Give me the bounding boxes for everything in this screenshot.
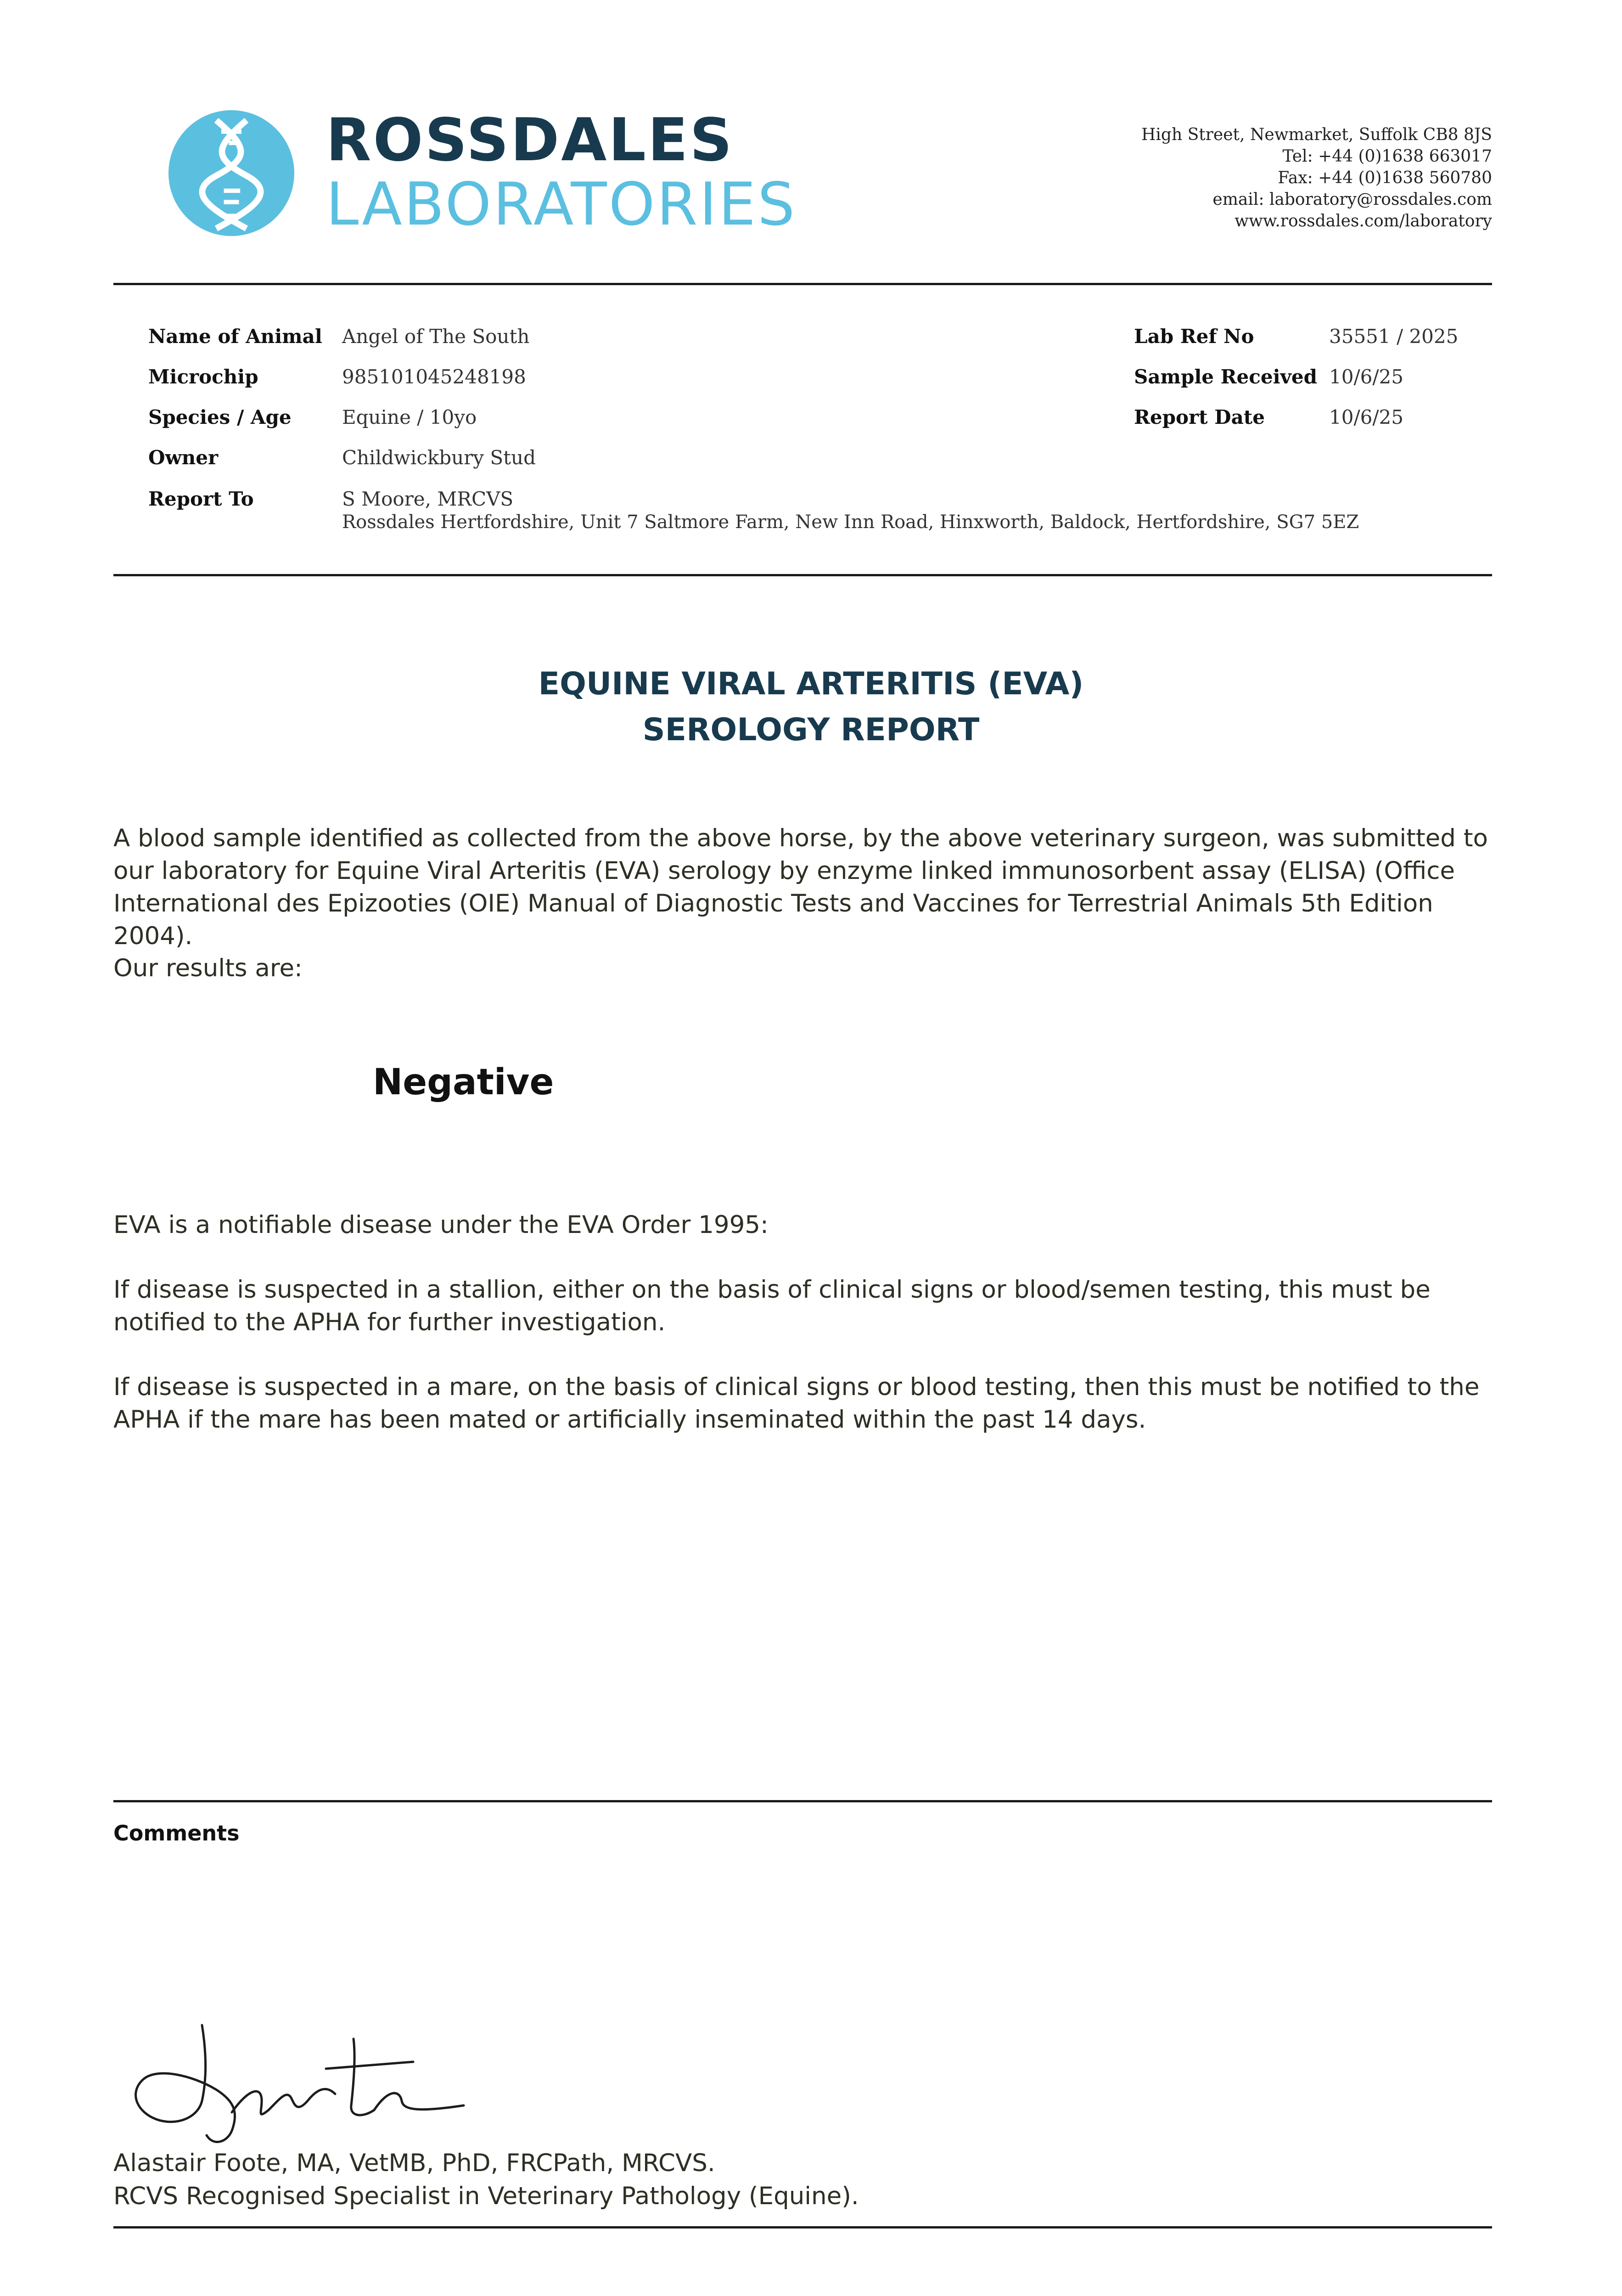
name-of-animal-value: Angel of The South [342,325,530,348]
contact-website: www.rossdales.com/laboratory [1235,212,1492,231]
report-date-value: 10/6/25 [1329,406,1403,428]
info-divider [113,574,1492,576]
comments-label: Comments [113,1821,240,1846]
report-title [0,661,1622,753]
comments-divider [113,1800,1492,1802]
header-divider [113,283,1492,285]
contact-fax: Fax: +44 (0)1638 560780 [1278,169,1492,187]
lab-contact-block [1141,124,1492,232]
brand-subtitle: LABORATORIES [326,170,797,239]
name-of-animal-label: Name of Animal [148,325,322,348]
species-age-label: Species / Age [148,406,292,428]
footer-divider [113,2226,1492,2228]
dna-helix-icon [168,110,294,236]
contact-tel: Tel: +44 (0)1638 663017 [1282,147,1492,166]
notifiable-statement: EVA is a notifiable disease under the EVA Order 1995: [113,1211,769,1239]
report-to-address: Rossdales Hertfordshire, Unit 7 Saltmore Farm, New Inn Road, Hinxworth, Baldock, Hertfordshire, SG7 5EZ [342,512,1359,533]
microchip-value: 985101045248198 [342,366,526,388]
microchip-label: Microchip [148,366,258,388]
mare-guidance: If disease is suspected in a mare, on the basis of clinical signs or blood testing, then this must be notified to the APHA if the mare has been mated or artificially inseminated within the past 14 days. [113,1373,1480,1434]
lab-ref-value: 35551 / 2025 [1329,325,1459,348]
lab-ref-label: Lab Ref No [1134,325,1254,348]
report-to-name: S Moore, MRCVS [342,488,514,510]
signatory-name: Alastair Foote, MA, VetMB, PhD, FRCPath, MRCVS. [113,2149,715,2177]
intro-paragraph: A blood sample identified as collected from the above horse, by the above veterinary surgeon, was submitted to our laboratory for Equine Viral Arteritis (EVA) serology by enzyme linked immunosorbent assay (ELISA) (Office International des Epizooties (OIE) Manual of Diagnostic Tests and Vaccines for Terrestrial Animals 5th Edition 2004). [113,824,1488,950]
results-intro: Our results are: [113,954,303,982]
owner-label: Owner [148,446,219,469]
report-date-label: Report Date [1134,406,1265,428]
contact-address: High Street, Newmarket, Suffolk CB8 8JS [1141,125,1492,144]
report-title-line2: SEROLOGY REPORT [642,712,980,748]
contact-email: email: laboratory@rossdales.com [1212,190,1492,209]
report-to-label: Report To [148,488,254,510]
handwritten-signature [124,2020,473,2154]
test-result: Negative [373,1062,554,1103]
owner-value: Childwickbury Stud [342,446,536,469]
sample-received-label: Sample Received [1134,366,1318,388]
signatory-title: RCVS Recognised Specialist in Veterinary Pathology (Equine). [113,2182,859,2210]
sample-received-value: 10/6/25 [1329,366,1403,388]
brand-name: ROSSDALES [326,106,734,174]
species-age-value: Equine / 10yo [342,406,477,428]
stallion-guidance: If disease is suspected in a stallion, either on the basis of clinical signs or blood/semen testing, this must be notified to the APHA for further investigation. [113,1276,1431,1336]
report-title-line1: EQUINE VIRAL ARTERITIS (EVA) [538,666,1084,702]
